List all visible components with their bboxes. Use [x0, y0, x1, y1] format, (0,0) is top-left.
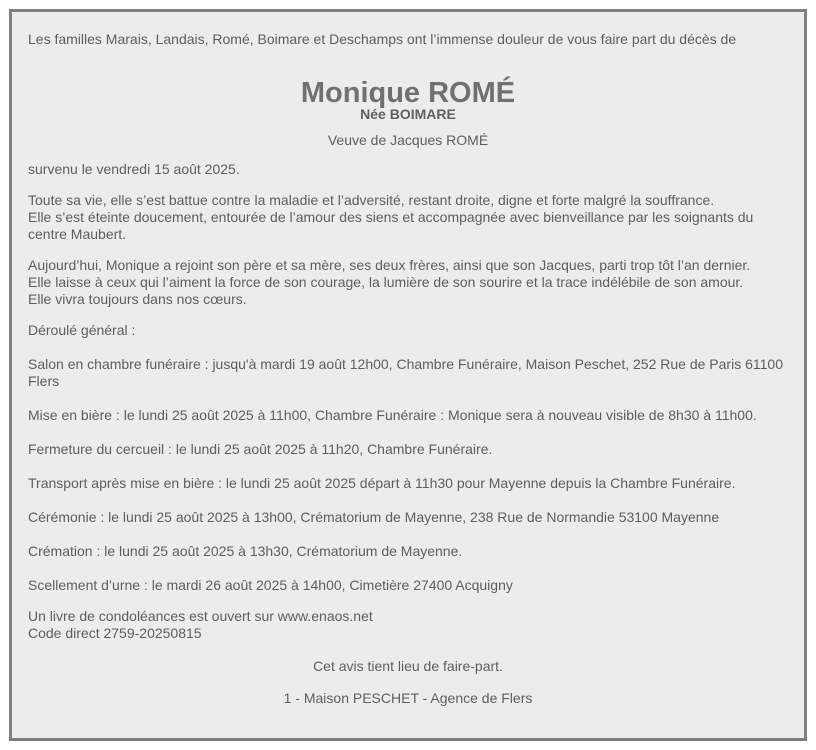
tribute-line: Elle laisse à ceux qui l’aiment la force de son courage, la lumière de son sourire et la trace indélébile de son amour. [28, 274, 744, 290]
condolences-code: Code direct 2759-20250815 [28, 625, 202, 641]
tribute-line: Aujourd’hui, Monique a rejoint son père et sa mère, ses deux frères, ainsi que son Jacques, parti trop tôt l’an dernier. [28, 257, 751, 273]
schedule-item-mise-en-biere: Mise en bière : le lundi 25 août 2025 à 11h00, Chambre Funéraire : Monique sera à nouveau visible de 8h30 à 11h00. [28, 407, 757, 423]
schedule-item-ceremonie: Cérémonie : le lundi 25 août 2025 à 13h00, Crématorium de Mayenne, 238 Rue de Normandie 53100 Mayenne [28, 509, 720, 525]
widow-line: Veuve de Jacques ROMÉ [327, 132, 489, 148]
tribute-line: Elle s’est éteinte doucement, entourée de l’amour des siens et accompagnée avec bienveillance par les soignants du centre Maubert. [28, 209, 754, 242]
date-of-death: survenu le vendredi 15 août 2025. [28, 161, 240, 177]
condolences-block [28, 608, 788, 642]
schedule-heading: Déroulé général : [28, 322, 136, 338]
tribute-line: Elle vivra toujours dans nos cœurs. [28, 291, 247, 307]
schedule-item-cremation: Crémation : le lundi 25 août 2025 à 13h30, Crématorium de Mayenne. [28, 543, 463, 559]
notice-content [12, 12, 804, 707]
deceased-name: Monique ROMÉ [300, 77, 516, 109]
tribute-paragraph-1 [28, 192, 788, 243]
schedule-item-fermeture: Fermeture du cercueil : le lundi 25 août 2025 à 11h20, Chambre Funéraire. [28, 441, 493, 457]
tribute-paragraph-2 [28, 257, 788, 308]
intro-text: Les familles Marais, Landais, Romé, Boimare et Deschamps ont l’immense douleur de vous faire part du décès de [28, 31, 737, 47]
schedule-item-scellement: Scellement d’urne : le mardi 26 août 2025 à 14h00, Cimetière 27400 Acquigny [28, 577, 513, 593]
maiden-name: Née BOIMARE [360, 106, 456, 122]
funeral-agency: 1 - Maison PESCHET - Agence de Flers [283, 690, 533, 706]
obituary-notice [9, 9, 807, 741]
closing-note: Cet avis tient lieu de faire-part. [313, 658, 503, 674]
schedule-item-transport: Transport après mise en bière : le lundi 25 août 2025 départ à 11h30 pour Mayenne depuis la Chambre Funéraire. [28, 475, 736, 491]
condolences-line: Un livre de condoléances est ouvert sur www.enaos.net [28, 608, 373, 624]
tribute-line: Toute sa vie, elle s’est battue contre la maladie et l’adversité, restant droite, digne et forte malgré la souffrance. [28, 192, 715, 208]
schedule-item-salon: Salon en chambre funéraire : jusqu'à mardi 19 août 12h00, Chambre Funéraire, Maison Peschet, 252 Rue de Paris 61100 Flers [28, 356, 783, 389]
